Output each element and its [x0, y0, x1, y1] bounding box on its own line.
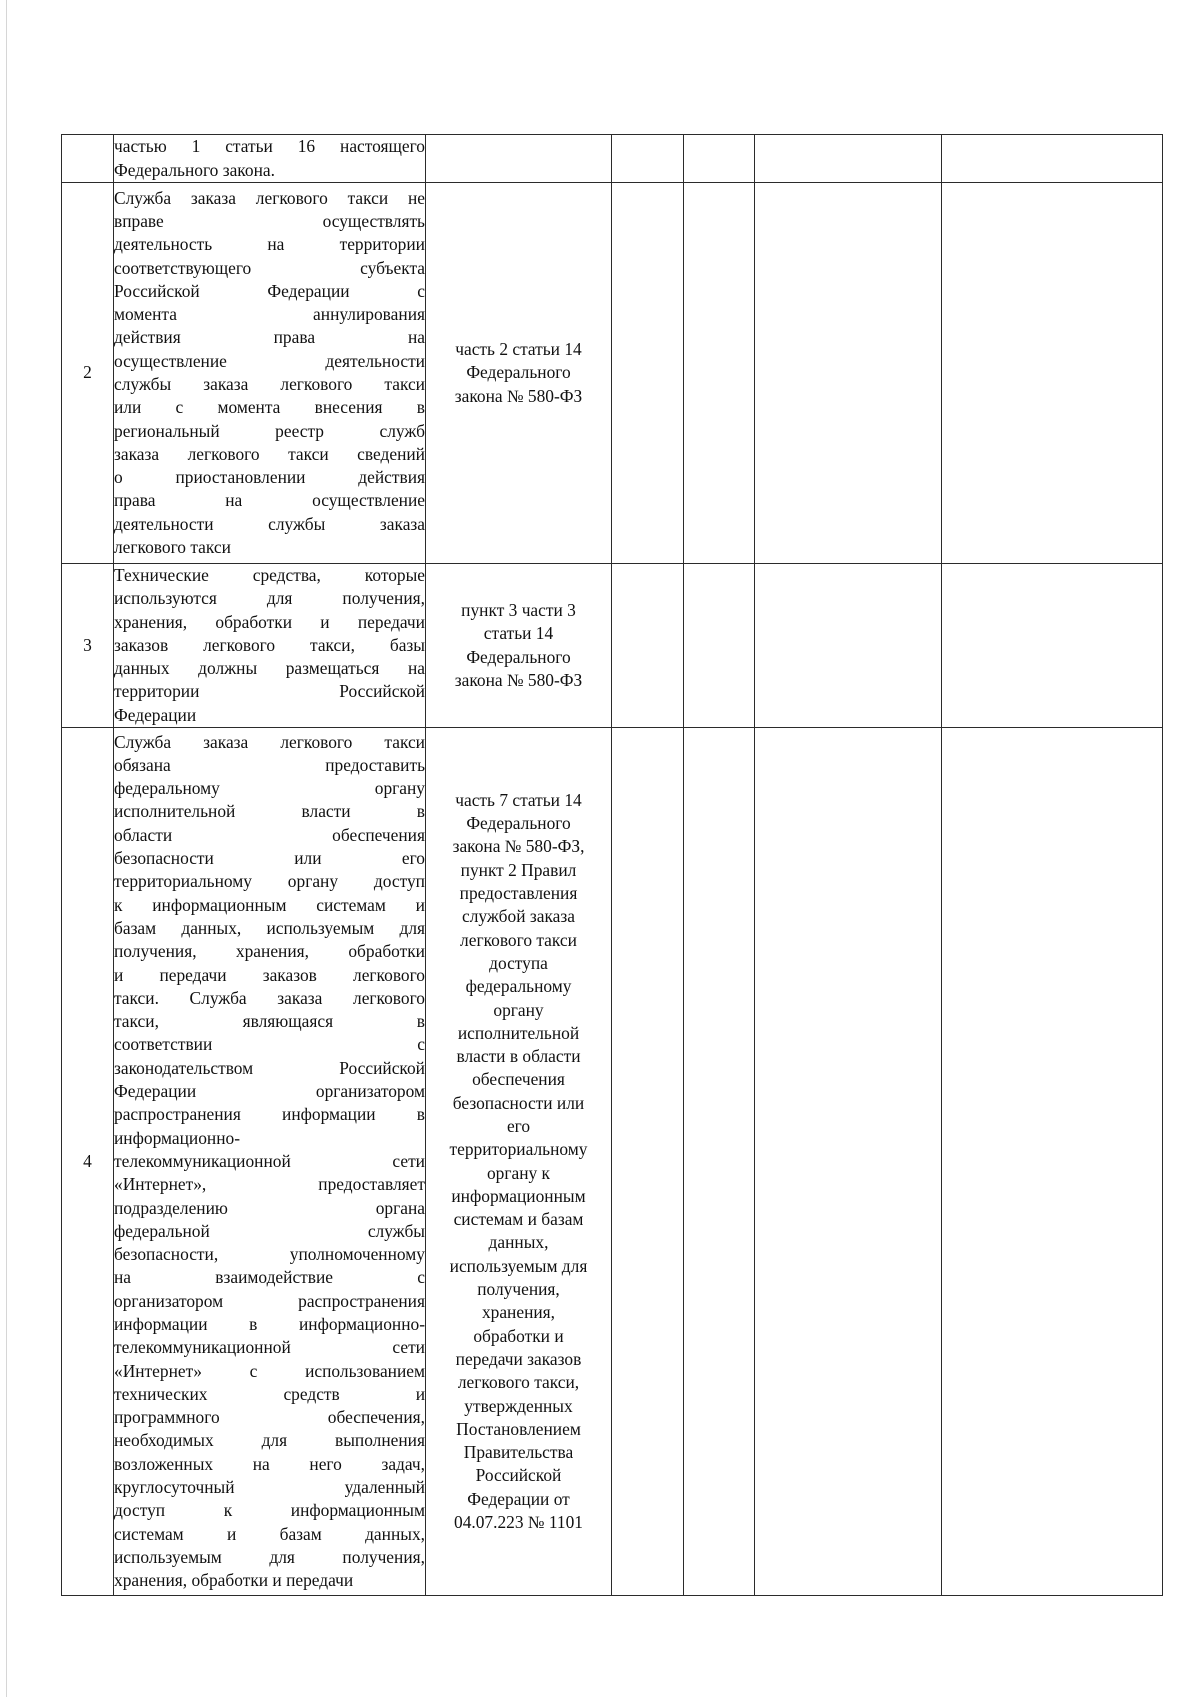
reference-text-line: власти в области: [456, 1046, 581, 1067]
requirement-text-line: к информационным системам и: [114, 894, 425, 915]
requirements-table: [61, 134, 1163, 1596]
requirement-text-line: легкового такси: [114, 537, 231, 558]
reference-text-line: его: [506, 1115, 531, 1136]
empty-cell: [684, 564, 755, 728]
requirement-text-line: на взаимодействие с: [114, 1267, 425, 1288]
requirement-text-line: соответствующего субъекта: [114, 257, 425, 278]
requirement-text-line: службы заказа легкового такси: [114, 374, 425, 394]
requirement-text-line: Федерации: [114, 704, 197, 725]
reference-text-line: доступа: [489, 952, 548, 973]
empty-cell: [755, 183, 942, 564]
row-number-cell: 3: [62, 564, 114, 728]
requirement-text-line: информации в информационно-: [114, 1314, 425, 1334]
requirement-text-line: получения, хранения, обработки: [114, 941, 425, 962]
requirement-text-line: территории Российской: [114, 681, 425, 702]
reference-text-line: передачи заказов: [455, 1348, 582, 1369]
reference-text-line: 04.07.223 № 1101: [454, 1512, 583, 1533]
requirement-text-line: и передачи заказов легкового: [114, 964, 425, 985]
reference-text-line: органу: [493, 999, 544, 1020]
empty-cell: [942, 564, 1163, 728]
empty-cell: [684, 183, 755, 564]
reference-text-line: исполнительной: [457, 1022, 580, 1043]
table-row: [62, 135, 1163, 183]
requirement-text-line: системам и базам данных,: [114, 1523, 425, 1544]
reference-cell: [426, 728, 612, 1596]
empty-cell: [612, 135, 684, 183]
reference-text-line: службой заказа: [462, 906, 575, 927]
requirement-text-line: «Интернет» с использованием: [114, 1360, 425, 1381]
requirement-text-line: осуществление деятельности: [114, 350, 425, 371]
requirement-text-line: используются для получения,: [114, 588, 425, 609]
requirement-text-line: технических средств и: [114, 1383, 425, 1404]
reference-text-line: закона № 580-ФЗ,: [452, 836, 585, 857]
empty-cell: [942, 728, 1163, 1596]
requirement-cell: [114, 564, 426, 728]
empty-cell: [612, 183, 684, 564]
empty-cell: [684, 728, 755, 1596]
requirement-text-line: «Интернет», предоставляет: [114, 1174, 425, 1195]
empty-cell: [684, 135, 755, 183]
reference-text-line: закона № 580-ФЗ: [454, 669, 583, 690]
requirement-text-line: о приостановлении действия: [114, 467, 425, 488]
requirement-text-line: программного обеспечения,: [114, 1407, 425, 1428]
empty-cell: [612, 728, 684, 1596]
requirement-text-line: деятельности службы заказа: [114, 513, 425, 534]
requirement-text-line: действия права на: [114, 327, 425, 348]
requirement-text-line: организатором распространения: [114, 1290, 425, 1311]
reference-text-line: Российской: [475, 1465, 562, 1486]
requirement-text-line: исполнительной власти в: [114, 801, 425, 822]
reference-text-line: используемым для: [449, 1255, 588, 1276]
requirement-text-line: области обеспечения: [114, 824, 425, 845]
requirement-text-line: заказа легкового такси сведений: [114, 443, 425, 464]
requirement-text-line: возложенных на него задач,: [114, 1453, 425, 1474]
row-number-cell: 4: [62, 728, 114, 1596]
requirement-text-line: базам данных, используемым для: [114, 917, 425, 938]
requirement-text-line: хранения, обработки и передачи: [114, 611, 425, 632]
reference-text-line: обеспечения: [472, 1069, 565, 1090]
requirement-text-line: распространения информации в: [114, 1104, 425, 1125]
reference-text-line: статьи 14: [483, 623, 554, 644]
requirement-text-line: обязана предоставить: [114, 754, 425, 775]
reference-text-line: пункт 3 части 3: [461, 599, 576, 620]
row-number-cell: [62, 135, 114, 183]
requirement-text-line: Федерации организатором: [114, 1081, 425, 1102]
reference-text-line: Постановлением: [456, 1418, 581, 1439]
requirement-text-line: соответствии с: [114, 1034, 425, 1055]
requirement-text-line: вправе осуществлять: [114, 210, 425, 231]
requirement-cell: [114, 728, 426, 1596]
requirement-text-line: такси, являющаяся в: [114, 1011, 425, 1032]
requirement-text-line: круглосуточный удаленный: [114, 1477, 425, 1498]
requirement-text-line: Российской Федерации с: [114, 280, 425, 301]
requirement-text-line: федеральной службы: [114, 1220, 425, 1241]
requirement-text-line: телекоммуникационной сети: [114, 1337, 425, 1358]
requirement-text-line: данных должны размещаться на: [114, 658, 425, 679]
empty-cell: [755, 135, 942, 183]
reference-text-line: Федерации от: [467, 1488, 570, 1509]
requirement-text-line: Технические средства, которые: [114, 565, 425, 585]
requirement-text-line: такси. Служба заказа легкового: [114, 987, 425, 1008]
requirement-cell: [114, 135, 426, 183]
requirement-text-line: федеральному органу: [114, 778, 425, 799]
requirement-text-line: заказов легкового такси, базы: [114, 634, 425, 655]
requirement-text-line: частью 1 статьи 16 настоящего: [114, 136, 425, 157]
reference-text-line: легкового такси: [460, 929, 577, 950]
requirement-text-line: телекоммуникационной сети: [114, 1150, 425, 1171]
empty-cell: [942, 183, 1163, 564]
empty-cell: [942, 135, 1163, 183]
empty-cell: [755, 564, 942, 728]
requirement-text-line: доступ к информационным: [114, 1500, 425, 1521]
reference-cell: [426, 135, 612, 183]
scan-edge-line: [6, 0, 7, 1697]
requirement-text-line: региональный реестр служб: [114, 420, 425, 441]
reference-cell: [426, 564, 612, 728]
reference-text-line: Правительства: [463, 1442, 574, 1463]
reference-text-line: системам и базам: [453, 1209, 584, 1230]
reference-text-line: получения,: [477, 1279, 560, 1300]
reference-text-line: легкового такси,: [457, 1372, 580, 1393]
table-row: [62, 564, 1163, 728]
requirement-text-line: законодательством Российской: [114, 1057, 425, 1078]
reference-text-line: хранения,: [481, 1302, 556, 1323]
row-number-cell: 2: [62, 183, 114, 564]
reference-cell: [426, 183, 612, 564]
requirement-text-line: или с момента внесения в: [114, 397, 425, 418]
requirement-text-line: безопасности или его: [114, 848, 425, 869]
requirement-text-line: используемым для получения,: [114, 1546, 425, 1567]
requirement-text-line: хранения, обработки и передачи: [114, 1570, 354, 1591]
requirement-text-line: информационно-: [114, 1127, 241, 1148]
reference-text-line: часть 2 статьи 14: [455, 339, 582, 360]
reference-text-line: обработки и: [473, 1325, 564, 1346]
requirement-text-line: безопасности, уполномоченному: [114, 1244, 425, 1265]
requirement-text-line: права на осуществление: [114, 490, 425, 511]
requirement-text-line: подразделению органа: [114, 1197, 425, 1218]
table-row: [62, 728, 1163, 1596]
requirement-text-line: необходимых для выполнения: [114, 1430, 425, 1451]
requirement-cell: [114, 183, 426, 564]
requirement-text-line: Служба заказа легкового такси не: [114, 187, 425, 208]
reference-text-line: часть 7 статьи 14: [455, 789, 582, 810]
empty-cell: [755, 728, 942, 1596]
reference-text-line: информационным: [451, 1185, 586, 1206]
reference-text-line: утвержденных: [464, 1395, 573, 1416]
reference-text-line: Федерального: [466, 646, 571, 667]
reference-text-line: Федерального: [466, 813, 571, 834]
reference-text-line: данных,: [488, 1232, 549, 1253]
reference-text-line: пункт 2 Правил: [460, 859, 577, 880]
reference-text-line: территориальному: [449, 1139, 588, 1160]
reference-text-line: федеральному: [465, 976, 572, 997]
requirement-text-line: Служба заказа легкового такси: [114, 731, 425, 752]
reference-text-line: безопасности или: [452, 1092, 585, 1113]
reference-text-line: закона № 580-ФЗ: [454, 385, 583, 406]
reference-text-line: Федерального: [466, 362, 571, 383]
reference-text-line: органу к: [486, 1162, 551, 1183]
requirement-text-line: момента аннулирования: [114, 304, 425, 325]
requirement-text-line: Федерального закона.: [114, 159, 275, 180]
empty-cell: [612, 564, 684, 728]
table-row: [62, 183, 1163, 564]
requirement-text-line: деятельность на территории: [114, 234, 425, 255]
reference-text-line: предоставления: [459, 883, 578, 904]
requirement-text-line: территориальному органу доступ: [114, 871, 425, 892]
